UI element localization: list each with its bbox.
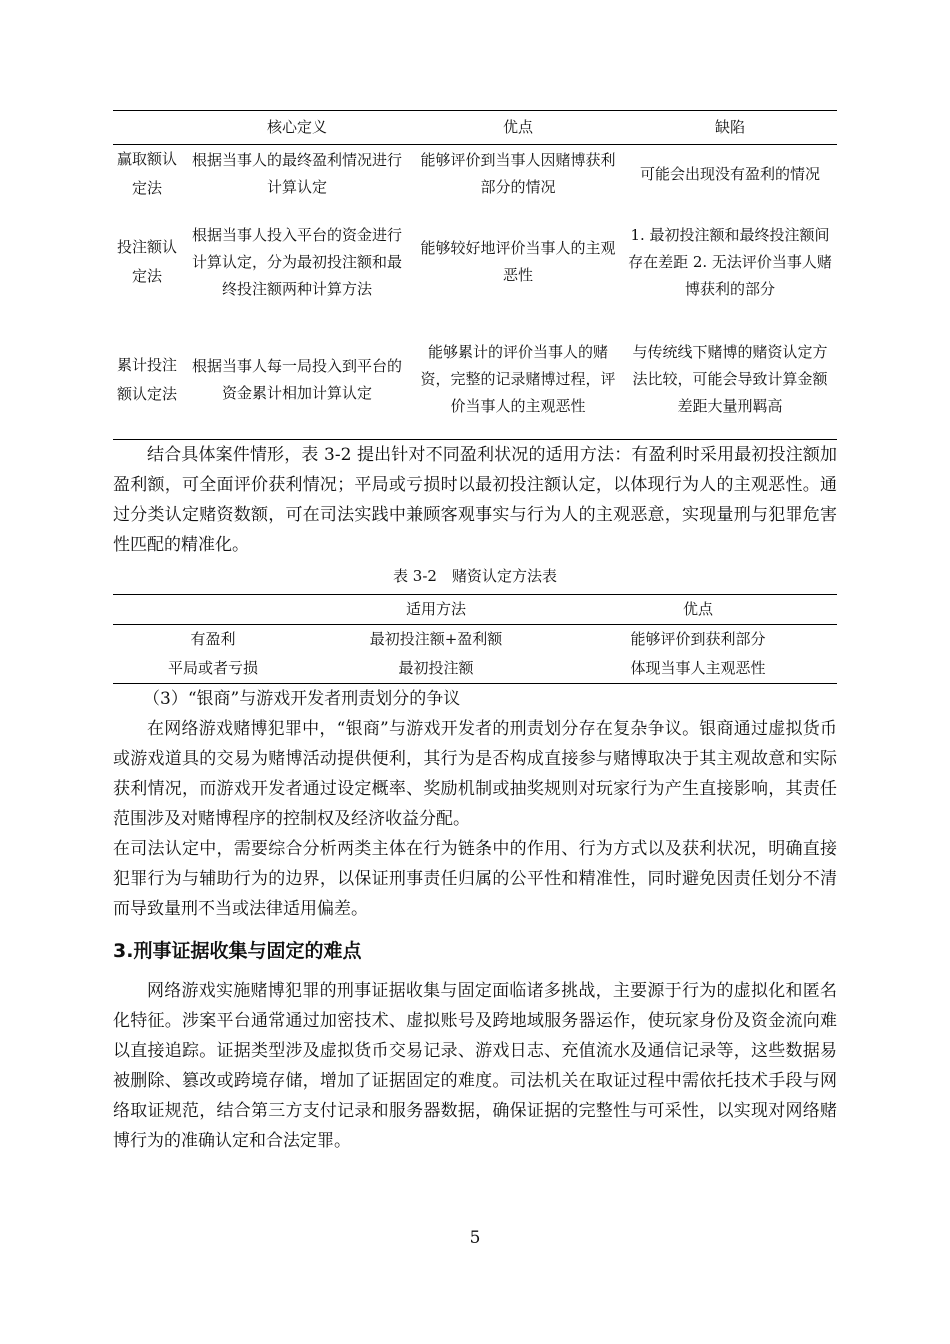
table-cell: 1. 最初投注额和最终投注额间存在差距 2. 无法评价当事人赌博获利的部分	[628, 225, 832, 298]
document-page	[113, 110, 837, 1156]
table-cell: 最初投注额	[313, 654, 559, 684]
comparison-table	[113, 110, 837, 440]
table-cell: 根据当事人的最终盈利情况进行计算认定	[191, 151, 402, 196]
table-row	[113, 654, 837, 684]
body-paragraph: 结合具体案件情形，表 3-2 提出针对不同盈利状况的适用方法：有盈利时采用最初投注额加盈利额，可全面评价获利情况；平局或亏损时以最初投注额认定，以体现行为人的主观恶性。通过分类认定赌资数额，可在司法实践中兼顾客观事实与行为人的主观恶意，实现量刑与犯罪危害性匹配的精准化。	[113, 444, 837, 555]
table-header-cell: 核心定义	[181, 111, 413, 145]
table-header-row	[113, 111, 837, 145]
body-paragraph: 在司法认定中，需要综合分析两类主体在行为链条中的作用、行为方式以及获利状况，明确直接犯罪行为与辅助行为的边界，以保证刑事责任归属的公平性和精准性，同时避免因责任划分不清而导致量刑不当或法律适用偏差。	[113, 838, 837, 919]
table-row	[113, 145, 837, 204]
table-cell: 体现当事人主观恶性	[559, 654, 837, 684]
table-header-cell: 优点	[559, 594, 837, 624]
table-caption: 表 3-2 赌资认定方法表	[393, 566, 557, 585]
table-row	[113, 203, 837, 321]
table-row	[113, 624, 837, 654]
table-cell: 有盈利	[190, 629, 236, 648]
sub-heading: （3）“银商”与游戏开发者刑责划分的争议	[143, 688, 461, 709]
body-paragraph: 在网络游戏赌博犯罪中，“银商”与游戏开发者的刑责划分存在复杂争议。银商通过虚拟货币或游戏道具的交易为赌博活动提供便利，其行为是否构成直接参与赌博取决于其主观故意和实际获利情况，而游戏开发者通过设定概率、奖励机制或抽奖规则对玩家行为产生直接影响，其责任范围涉及对赌博程序的控制权及经济收益分配。	[113, 718, 837, 829]
table-header-cell: 适用方法	[313, 594, 559, 624]
table-cell: 能够评价到当事人因赌博获利部分的情况	[420, 151, 616, 196]
table-cell: 能够累计的评价当事人的赌资，完整的记录赌博过程，评价当事人的主观恶性	[413, 321, 623, 439]
body-paragraph: 网络游戏实施赌博犯罪的刑事证据收集与固定面临诸多挑战，主要源于行为的虚拟化和匿名化特征。涉案平台通常通过加密技术、虚拟账号及跨地域服务器运作，使玩家身份及资金流向难以直接追踪。证据类型涉及虚拟货币交易记录、游戏日志、充值流水及通信记录等，这些数据易被删除、篡改或跨境存储，增加了证据固定的难度。司法机关在取证过程中需依托技术手段与网络取证规范，结合第三方支付记录和服务器数据，确保证据的完整性与可采性，以实现对网络赌博行为的准确认定和合法定罪。	[113, 980, 837, 1151]
table-cell: 根据当事人每一局投入到平台的资金累计相加计算认定	[181, 321, 413, 439]
page-number: 5	[469, 1228, 481, 1248]
method-table	[113, 594, 837, 684]
table-cell: 赢取额认定法	[117, 150, 178, 197]
table-cell: 平局或者亏损	[113, 654, 313, 684]
table-cell: 能够较好地评价当事人的主观恶性	[420, 239, 616, 284]
table-cell: 根据当事人投入平台的资金进行计算认定，分为最初投注额和最终投注额两种计算方法	[191, 225, 402, 298]
table-cell: 最初投注额+盈利额	[369, 629, 503, 648]
table-header-cell: 缺陷	[623, 111, 837, 145]
table-header-row	[113, 594, 837, 624]
table-header-cell	[113, 111, 181, 145]
table-cell: 能够评价到获利部分	[630, 629, 766, 648]
table-cell: 累计投注额认定法	[113, 321, 181, 439]
table-row	[113, 321, 837, 439]
table-header-cell	[113, 594, 313, 624]
table-cell: 可能会出现没有盈利的情况	[639, 164, 820, 183]
table-header-cell: 优点	[413, 111, 623, 145]
section-heading: 3.刑事证据收集与固定的难点	[113, 939, 362, 962]
table-cell: 投注额认定法	[117, 238, 178, 285]
table-cell: 与传统线下赌博的赌资认定方法比较，可能会导致计算金额差距大量刑羁高	[623, 321, 837, 439]
